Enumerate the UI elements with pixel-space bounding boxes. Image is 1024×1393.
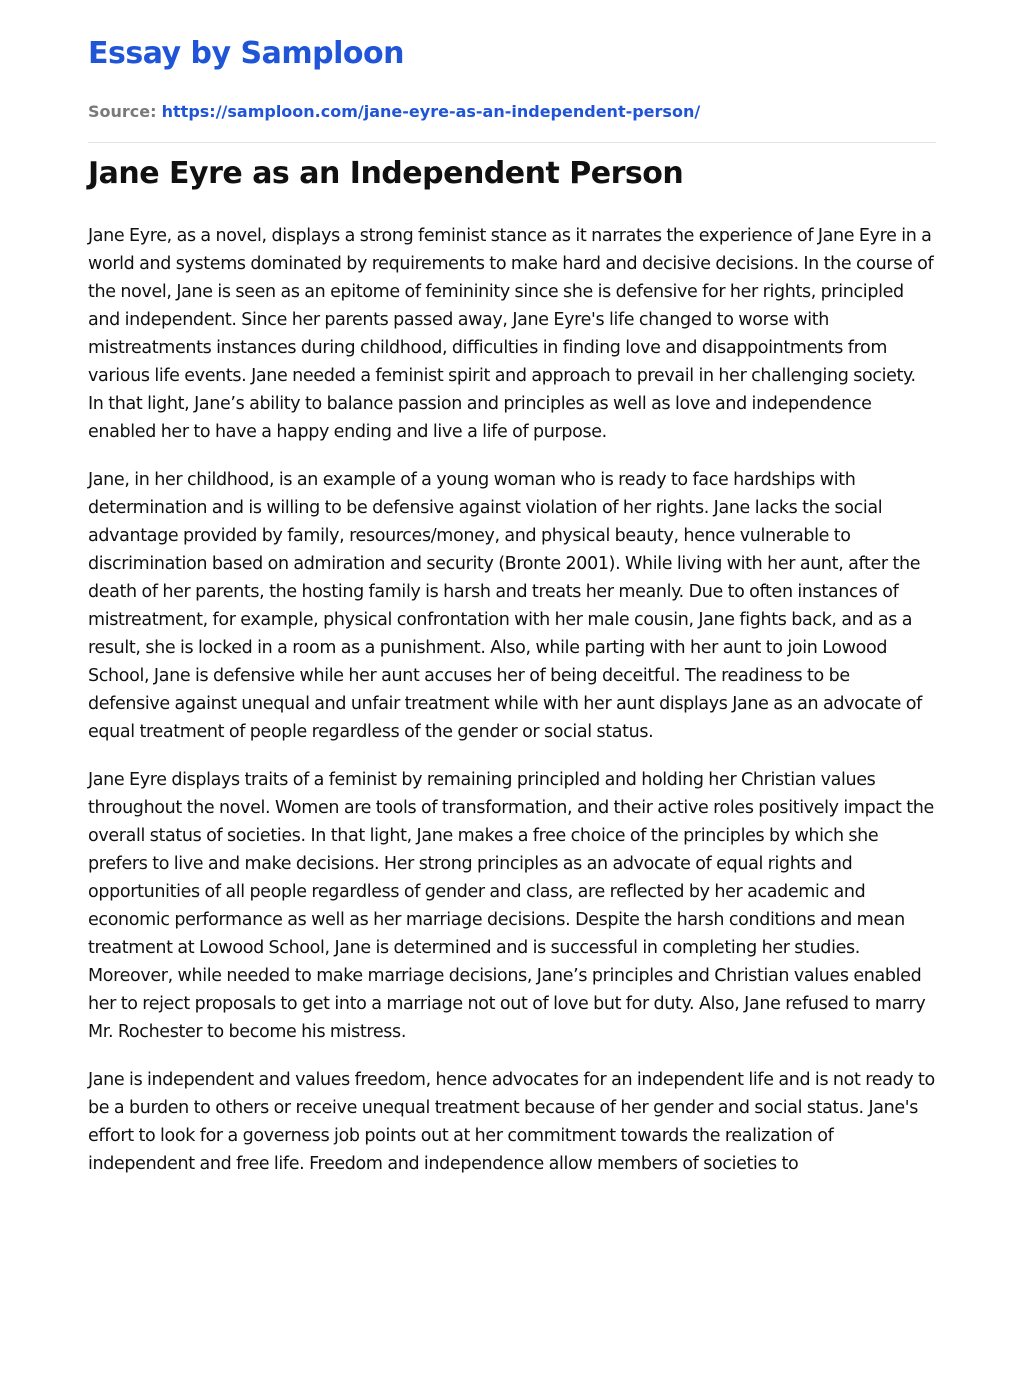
paragraph: Jane Eyre, as a novel, displays a strong feminist stance as it narrates the experience of Jane Eyre in a world and systems dominated by requirements to make hard and decisive decisions. In the course of the novel, Jane is seen as an epitome of femininity since she is defensive for her rights, principled and independent. Since her parents passed away, Jane Eyre's life changed to worse with mistreatments instances during childhood, difficulties in finding love and disappointments from various life events. Jane needed a feminist spirit and approach to prevail in her challenging society. In that light, Jane’s ability to balance passion and principles as well as love and independence enabled her to have a happy ending and live a life of purpose.	[88, 226, 934, 442]
source-link[interactable]: https://samploon.com/jane-eyre-as-an-independent-person/	[161, 102, 701, 121]
header-divider	[88, 142, 936, 143]
source-label: Source:	[88, 102, 157, 121]
paragraph: Jane is independent and values freedom, hence advocates for an independent life and is not ready to be a burden to others or receive unequal treatment because of her gender and social status. Jane's effort to look for a governess job points out at her commitment towards the realization of independent and free life. Freedom and independence allow members of societies to	[88, 1070, 935, 1174]
article-title: Jane Eyre as an Independent Person	[88, 156, 684, 191]
article-body	[88, 222, 936, 1198]
paragraph: Jane, in her childhood, is an example of a young woman who is ready to face hardships with determination and is willing to be defensive against violation of her rights. Jane lacks the social advantage provided by family, resources/money, and physical beauty, hence vulnerable to discrimination based on admiration and security (Bronte 2001). While living with her aunt, after the death of her parents, the hosting family is harsh and treats her meanly. Due to often instances of mistreatment, for example, physical confrontation with her male cousin, Jane fights back, and as a result, she is locked in a room as a punishment. Also, while parting with her aunt to join Lowood School, Jane is defensive while her aunt accuses her of being deceitful. The readiness to be defensive against unequal and unfair treatment while with her aunt displays Jane as an advocate of equal treatment of people regardless of the gender or social status.	[88, 470, 922, 742]
source-line	[88, 102, 700, 121]
site-brand[interactable]: Essay by Samploon	[88, 36, 404, 71]
paragraph: Jane Eyre displays traits of a feminist by remaining principled and holding her Christian values throughout the novel. Women are tools of transformation, and their active roles positively impact the overall status of societies. In that light, Jane makes a free choice of the principles by which she prefers to live and make decisions. Her strong principles as an advocate of equal rights and opportunities of all people regardless of gender and class, are reflected by her academic and economic performance as well as her marriage decisions. Despite the harsh conditions and mean treatment at Lowood School, Jane is determined and is successful in completing her studies. Moreover, while needed to make marriage decisions, Jane’s principles and Christian values enabled her to reject proposals to get into a marriage not out of love but for duty. Also, Jane refused to marry Mr. Rochester to become his mistress.	[88, 770, 934, 1042]
